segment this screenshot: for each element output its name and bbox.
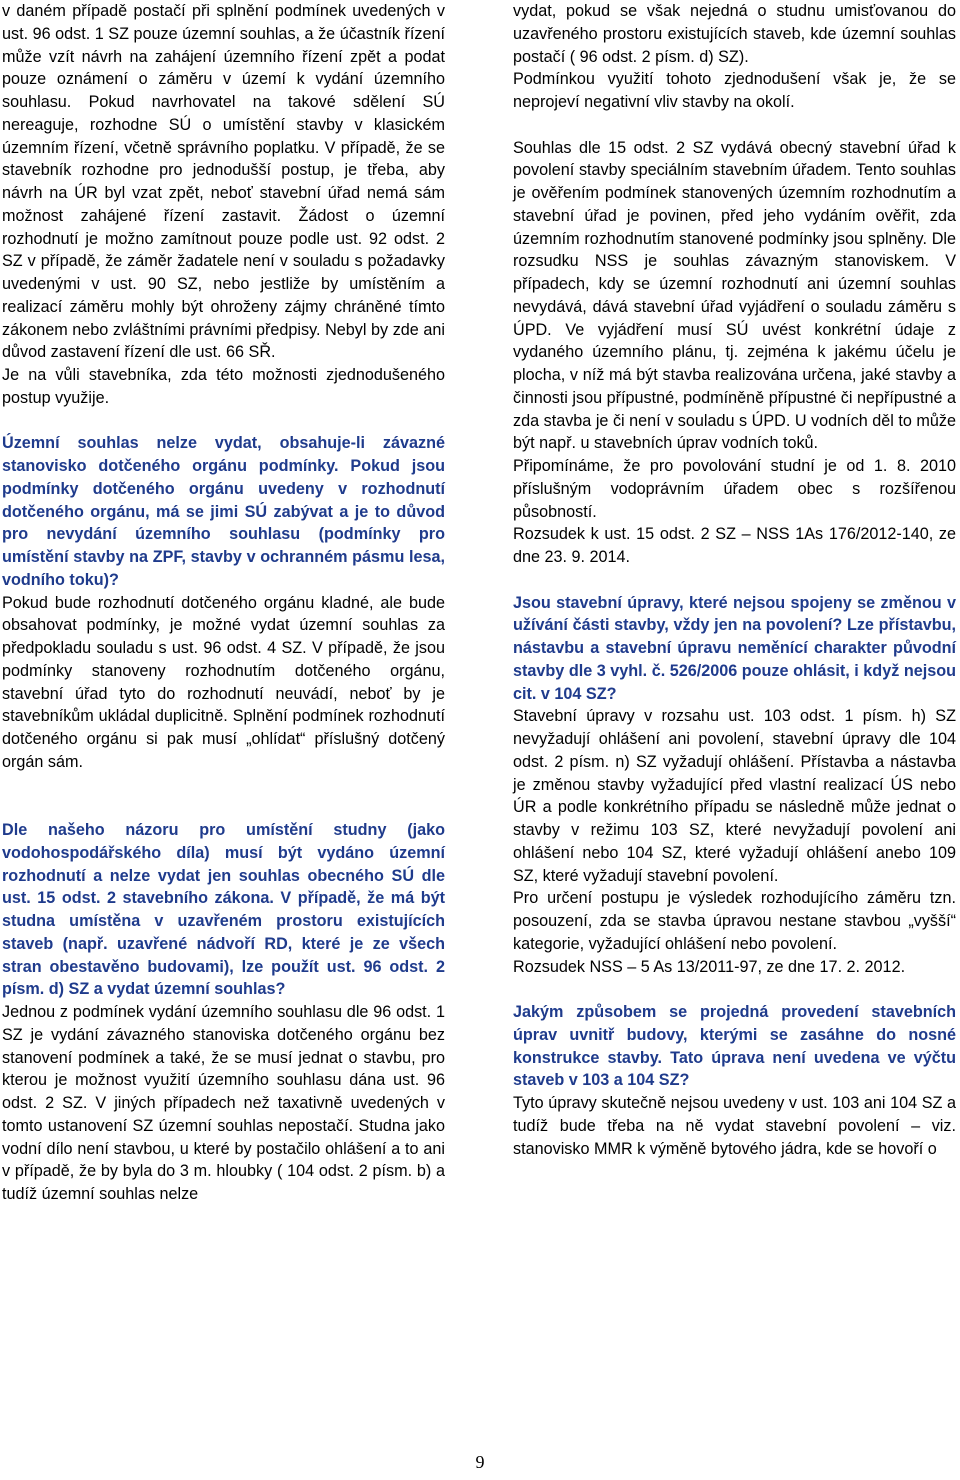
body-paragraph: Pokud bude rozhodnutí dotčeného orgánu kladné, ale bude obsahovat podmínky, je možné vydat územní souhlas za předpokladu souladu s ust. 96 odst. 4 SZ. V případě, že jsou podmínky stanoveny rozhodnutím dotčeného orgánu, stavební úřad tyto do rozhodnutí neuvádí, neboť by je stavebníkům ukládal duplicitně. Splnění podmínek rozhodnutí dotčeného orgánu si pak musí „ohlídat“ příslušný dotčený orgán sám. <box>2 593 445 771</box>
body-paragraph: Souhlas dle 15 odst. 2 SZ vydává obecný stavební úřad k povolení stavby speciálním stavebním úřadem. Tento souhlas je ověřením podmínek stanovených územním rozhodnutím a stavební úřad je povinen, před jeho vydáním ověřit, zda územním rozhodnutím stanovené podmínky jsou splněny. Dle rozsudku NSS je souhlas závazným stanoviskem. V případech, kdy se územní rozhodnutí ani územní souhlas nevydává, dává stavební úřad vyjádření o souladu záměru s ÚPD. Ve vyjádření musí SÚ uvést konkrétní údaje z vydaného územního plánu, tj. zejména k jakému účelu je plocha, v níž má být stavba realizována určena, jaké stavby a činnosti jsou přípustné, podmíněně přípustné či nepřípustné a zda stavba je či není v souladu s ÚPD. U vodních děl to může být např. u stavebních úprav vodních toků. <box>513 138 956 453</box>
body-paragraph: Tyto úpravy skutečně nejsou uvedeny v ust. 103 ani 104 SZ a tudíž bude třeba na ně vydat stavební povolení – viz. stanovisko MMR k výměně bytového jádra, kde se hovoří o <box>513 1094 956 1158</box>
body-paragraph: Jednou z podmínek vydání územního souhlasu dle 96 odst. 1 SZ je vydání závazného stanoviska dotčeného orgánu bez stanovení podmínek a také, že se musí jednat o stavbu, pro kterou je možnost využití územního souhlasu dána ust. 96 odst. 2 SZ. V jiných případech než taxativně uvedených v tomto ustanovení SZ územní souhlas nepostačí. Studna jako vodní dílo není stavbou, u které by postačilo ohlášení a to ani v případě, že by byla do 3 m. hloubky ( 104 odst. 2 písm. b) a tudíž územní souhlas nelze <box>2 1003 445 1203</box>
body-paragraph: Podmínkou využití tohoto zjednodušení však je, že se neprojeví negativní vliv stavby na okolí. <box>513 70 956 111</box>
paragraph-gap <box>2 796 445 819</box>
question-heading: Jakým způsobem se projedná provedení stavebních úprav uvnitř budovy, kterými se zasáhne do nosné konstrukce stavby. Tato úprava není uvedena ve výčtu staveb v 103 a 104 SZ? <box>513 1003 956 1090</box>
body-paragraph: Rozsudek NSS – 5 As 13/2011-97, ze dne 17. 2. 2012. <box>513 957 906 976</box>
body-paragraph: v daném případě postačí při splnění podmínek uvedených v ust. 96 odst. 1 SZ pouze územní souhlas, a že účastník řízení může vzít návrh na zahájení územního řízení zpět a podat pouze oznámení o záměru v území k vydání územního souhlasu. Pokud navrhovatel na takové sdělení SÚ nereaguje, rozhodne SÚ o umístění stavby v klasickém územním řízení, včetně správního poplatku. V případě, že se stavebník rozhodne pro jednodušší postup, je třeba, aby návrh na ÚR byl vzat zpět, neboť stavební úřad nemá sám možnost zahájené řízení zastavit. Žádost o územní rozhodnutí je možno zamítnout pouze podle ust. 92 odst. 2 SZ v případě, že záměr žadatele není v souladu s požadavky uvedenými v ust. 90 SZ, nebo jestliže by umístěním a realizací záměru mohly být ohroženy zájmy chráněné tímto zákonem nebo zvláštními právními předpisy. Nebyl by zde ani důvod zastavení řízení dle ust. 66 SŘ. <box>2 2 445 362</box>
paragraph-gap <box>2 410 445 433</box>
body-paragraph: Stavební úpravy v rozsahu ust. 103 odst. 1 písm. h) SZ nevyžadují ohlášení ani povolení, stavební úpravy dle 104 odst. 2 písm. n) SZ vyžadují ohlášení. Přístavba a nástavba je změnou stavby vyžadující před vlastní realizací ÚS nebo ÚR a podle konkrétního případu se následně může jednat o stavby v režimu 103 SZ, které nevyžadují povolení ani ohlášení nebo 104 SZ, které vyžadují ohlášení anebo 109 SZ, které vyžadují stavební povolení. <box>513 707 956 885</box>
paragraph-gap <box>513 978 956 1001</box>
paragraph-gap <box>2 774 445 797</box>
paragraph-gap <box>513 569 956 592</box>
question-heading: Územní souhlas nelze vydat, obsahuje-li závazné stanovisko dotčeného orgánu podmínky. Pokud jsou podmínky dotčeného orgánu uvedeny v rozhodnutí dotčeného orgánu, má se jimi SÚ zabývat a je to důvod pro nevydání územního souhlasu (podmínky pro umístění stavby na ZPF, stavby v ochranném pásmu lesa, vodního toku)? <box>2 434 445 589</box>
body-paragraph: Pro určení postupu je výsledek rozhodujícího záměru tzn. posouzení, zda se stavba úpravou nestane stavbou „vyšší“ kategorie, vyžadující ohlášení nebo povolení. <box>513 889 956 953</box>
question-heading: Dle našeho názoru pro umístění studny (jako vodohospodářského díla) musí být vydáno územní rozhodnutí a nelze vydat jen souhlas obecného SÚ dle ust. 15 odst. 2 stavebního zákona. V případě, že má být studna umístěna v uzavřeném prostoru existujících staveb (např. uzavřené nádvoří RD, které je ze všech stran obestavěno budovami), lze použít ust. 96 odst. 2 písm. d) SZ a vydat územní souhlas? <box>2 821 445 999</box>
page-number: 9 <box>475 1452 485 1472</box>
right-column <box>513 0 956 1160</box>
question-heading: Jsou stavební úpravy, které nejsou spojeny se změnou v užívání části stavby, vždy jen na povolení? Lze přístavbu, nástavbu a stavební úpravu neměnící charakter původní stavby dle 3 vyhl. č. 526/2006 pouze ohlásit, i když nejsou cit. v 104 SZ? <box>513 593 956 703</box>
body-paragraph: Je na vůli stavebníka, zda této možnosti zjednodušeného postup využije. <box>2 366 445 407</box>
paragraph-gap <box>513 114 956 137</box>
body-paragraph: Rozsudek k ust. 15 odst. 2 SZ – NSS 1As 176/2012-140, ze dne 23. 9. 2014. <box>513 525 956 566</box>
left-column <box>2 0 445 1206</box>
body-paragraph: vydat, pokud se však nejedná o studnu umisťovanou do uzavřeného prostoru existujících staveb, kde územní souhlas postačí ( 96 odst. 2 písm. d) SZ). <box>513 2 956 66</box>
body-paragraph: Připomínáme, že pro povolování studní je od 1. 8. 2010 příslušným vodoprávním úřadem obec s rozšířenou působností. <box>513 457 956 521</box>
